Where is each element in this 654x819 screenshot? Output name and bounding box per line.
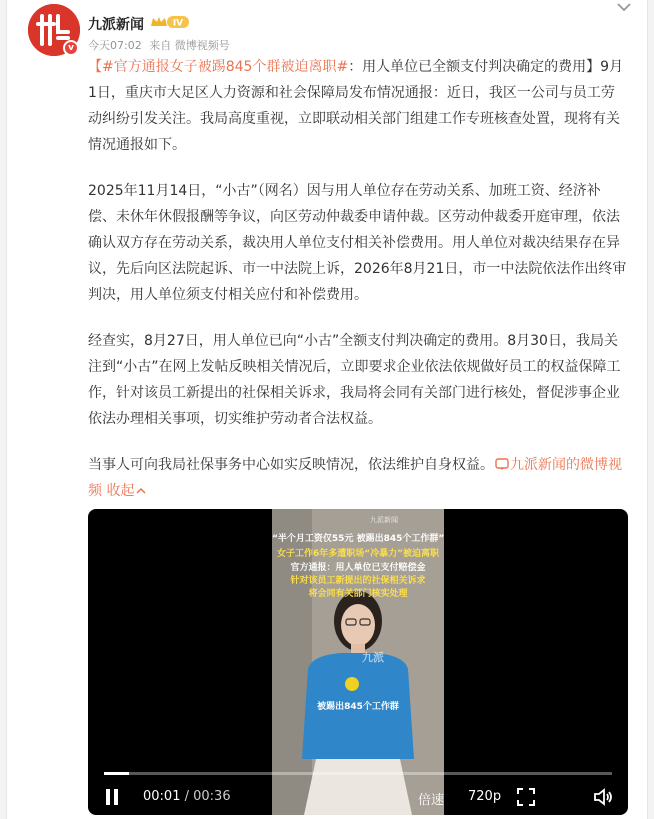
video-link-icon: [495, 458, 509, 470]
post-meta: [88, 37, 234, 53]
speed-button[interactable]: 倍速: [418, 793, 445, 808]
verified-badge-icon: v: [63, 40, 79, 56]
video-caption: 官方通报：用人单位已支付赔偿金: [290, 563, 426, 573]
chevron-up-icon: [136, 487, 146, 495]
paragraph-1: [88, 54, 628, 158]
video-player[interactable]: [88, 509, 628, 815]
paragraph-4: [88, 452, 628, 504]
video-caption: “半个月工资仅55元 被踢出845个工作群”: [272, 534, 444, 544]
account-name[interactable]: 九派新闻: [88, 17, 144, 33]
weibo-post-card: [6, 0, 648, 819]
video-controls: [88, 783, 628, 813]
post-source: 来自 微博视频号: [149, 39, 230, 52]
video-progress-bar[interactable]: [104, 772, 612, 775]
video-caption: 将会同有关部门核实处理: [308, 589, 408, 599]
video-progress-fill: [104, 772, 129, 775]
video-bottom-caption: 被踢出845个工作群: [317, 702, 399, 712]
vip-badge[interactable]: [150, 14, 190, 30]
volume-icon[interactable]: [593, 787, 615, 811]
video-source-link-label: 九派新闻的微博视频: [88, 457, 622, 499]
collapse-label: 收起: [106, 483, 135, 499]
video-caption: 针对该员工新提出的社保相关诉求: [290, 576, 426, 586]
video-frame: [272, 509, 444, 815]
collapse-button[interactable]: [106, 483, 146, 499]
paragraph-1-text: ：用人单位已全额支付判决确定的费用】9月1日，重庆市大足区人力资源和社会保障局发布情况通报：近日，我区一公司与员工劳动纠纷引发关注。我局高度重视，立即联动相关部门组建工作专班核查处置，现将有关情况通报如下。: [88, 59, 624, 153]
video-channel-logo: 九派新闻: [370, 516, 398, 524]
fullscreen-icon[interactable]: [516, 787, 536, 811]
quality-button[interactable]: 720p: [468, 789, 502, 804]
video-time: [143, 789, 231, 804]
paragraph-4-text: 当事人可向我局社保事务中心如实反映情况，依法维护自身权益。: [88, 457, 494, 473]
paragraph-2: 2025年11月14日，“小古”（网名）因与用人单位存在劳动关系、加班工资、经济补偿、未休年休假报酬等争议，向区劳动仲裁委申请仲裁。区劳动仲裁委开庭审理，依法确认双方存在劳动关系，裁决用人单位支付相关补偿费用。用人单位对裁决结果存在异议，先后向区法院起诉、市一中法院上诉，2026年8月21日，市一中法院依法作出终审判决，用人单位须支付相关应付和补偿费用。: [88, 183, 627, 303]
hashtag-open: 【: [88, 59, 102, 75]
post-body: [88, 54, 628, 524]
video-current-time: 00:01: [143, 789, 181, 804]
chevron-down-icon[interactable]: [614, 0, 634, 16]
crown-icon: [150, 14, 190, 30]
video-caption: 女子工作6年多遭职场“冷暴力”被迫离职: [276, 549, 440, 559]
pause-icon[interactable]: [102, 787, 122, 811]
video-total-time: / 00:36: [184, 789, 231, 804]
vip-level: IV: [172, 18, 184, 29]
post-time[interactable]: 今天07:02: [88, 39, 142, 52]
hashtag-topic-link[interactable]: #官方通报女子被踢845个群被迫离职#: [102, 59, 349, 75]
video-watermark: 九派: [362, 651, 384, 664]
paragraph-3: 经查实，8月27日，用人单位已向“小古”全额支付判决确定的费用。8月30日，我局关注到“小古”在网上发帖反映相关情况后，立即要求企业依法依规做好员工的权益保障工作，针对该员工新提出的社保相关诉求，我局将会同有关部门进行核处，督促涉事企业依法办理相关事项，切实维护劳动者合法权益。: [88, 333, 621, 427]
